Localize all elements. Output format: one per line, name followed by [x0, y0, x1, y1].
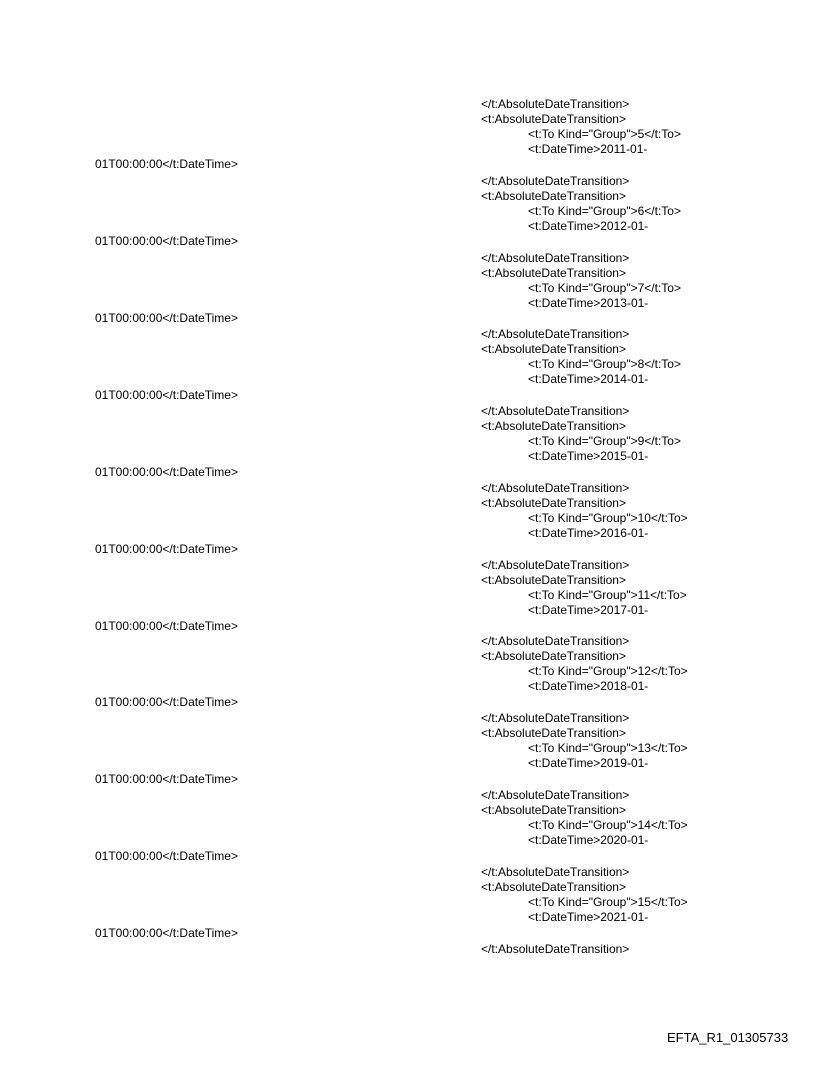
datetime-end-line: 01T00:00:00</t:DateTime>	[95, 234, 238, 248]
close-tag-line: </t:AbsoluteDateTransition>	[481, 865, 630, 879]
close-tag-line: </t:AbsoluteDateTransition>	[481, 481, 630, 495]
open-tag-line: <t:AbsoluteDateTransition>	[481, 726, 626, 740]
datetime-end-line: 01T00:00:00</t:DateTime>	[95, 157, 238, 171]
open-tag-line: <t:AbsoluteDateTransition>	[481, 880, 626, 894]
datetime-end-line: 01T00:00:00</t:DateTime>	[95, 311, 238, 325]
close-tag-line: </t:AbsoluteDateTransition>	[481, 404, 630, 418]
datetime-end-line: 01T00:00:00</t:DateTime>	[95, 619, 238, 633]
close-tag-line: </t:AbsoluteDateTransition>	[481, 711, 630, 725]
close-tag-line: </t:AbsoluteDateTransition>	[481, 174, 630, 188]
close-tag-line: </t:AbsoluteDateTransition>	[481, 558, 630, 572]
close-tag-line: </t:AbsoluteDateTransition>	[481, 97, 630, 111]
to-kind-line: <t:To Kind="Group">13</t:To>	[528, 741, 688, 755]
datetime-start-line: <t:DateTime>2018-01-	[528, 679, 649, 693]
datetime-start-line: <t:DateTime>2016-01-	[528, 526, 649, 540]
datetime-start-line: <t:DateTime>2020-01-	[528, 833, 649, 847]
close-tag-line: </t:AbsoluteDateTransition>	[481, 942, 630, 956]
datetime-start-line: <t:DateTime>2017-01-	[528, 603, 649, 617]
open-tag-line: <t:AbsoluteDateTransition>	[481, 803, 626, 817]
datetime-end-line: 01T00:00:00</t:DateTime>	[95, 849, 238, 863]
to-kind-line: <t:To Kind="Group">7</t:To>	[528, 281, 681, 295]
to-kind-line: <t:To Kind="Group">6</t:To>	[528, 204, 681, 218]
open-tag-line: <t:AbsoluteDateTransition>	[481, 419, 626, 433]
datetime-end-line: 01T00:00:00</t:DateTime>	[95, 465, 238, 479]
to-kind-line: <t:To Kind="Group">8</t:To>	[528, 357, 681, 371]
datetime-end-line: 01T00:00:00</t:DateTime>	[95, 542, 238, 556]
to-kind-line: <t:To Kind="Group">11</t:To>	[528, 588, 687, 602]
to-kind-line: <t:To Kind="Group">5</t:To>	[528, 127, 681, 141]
datetime-start-line: <t:DateTime>2014-01-	[528, 372, 649, 386]
datetime-start-line: <t:DateTime>2011-01-	[528, 142, 648, 156]
open-tag-line: <t:AbsoluteDateTransition>	[481, 342, 626, 356]
to-kind-line: <t:To Kind="Group">14</t:To>	[528, 818, 688, 832]
to-kind-line: <t:To Kind="Group">9</t:To>	[528, 434, 681, 448]
open-tag-line: <t:AbsoluteDateTransition>	[481, 112, 626, 126]
datetime-start-line: <t:DateTime>2021-01-	[528, 910, 649, 924]
open-tag-line: <t:AbsoluteDateTransition>	[481, 573, 626, 587]
close-tag-line: </t:AbsoluteDateTransition>	[481, 327, 630, 341]
open-tag-line: <t:AbsoluteDateTransition>	[481, 266, 626, 280]
document-id: EFTA_R1_01305733	[667, 1030, 789, 1045]
to-kind-line: <t:To Kind="Group">10</t:To>	[528, 511, 688, 525]
to-kind-line: <t:To Kind="Group">12</t:To>	[528, 664, 688, 678]
open-tag-line: <t:AbsoluteDateTransition>	[481, 189, 626, 203]
datetime-end-line: 01T00:00:00</t:DateTime>	[95, 695, 238, 709]
datetime-end-line: 01T00:00:00</t:DateTime>	[95, 772, 238, 786]
close-tag-line: </t:AbsoluteDateTransition>	[481, 788, 630, 802]
datetime-start-line: <t:DateTime>2012-01-	[528, 219, 649, 233]
to-kind-line: <t:To Kind="Group">15</t:To>	[528, 895, 688, 909]
open-tag-line: <t:AbsoluteDateTransition>	[481, 649, 626, 663]
close-tag-line: </t:AbsoluteDateTransition>	[481, 251, 630, 265]
open-tag-line: <t:AbsoluteDateTransition>	[481, 496, 626, 510]
datetime-start-line: <t:DateTime>2019-01-	[528, 756, 649, 770]
datetime-end-line: 01T00:00:00</t:DateTime>	[95, 926, 238, 940]
close-tag-line: </t:AbsoluteDateTransition>	[481, 634, 630, 648]
datetime-end-line: 01T00:00:00</t:DateTime>	[95, 388, 238, 402]
datetime-start-line: <t:DateTime>2013-01-	[528, 296, 649, 310]
datetime-start-line: <t:DateTime>2015-01-	[528, 449, 649, 463]
